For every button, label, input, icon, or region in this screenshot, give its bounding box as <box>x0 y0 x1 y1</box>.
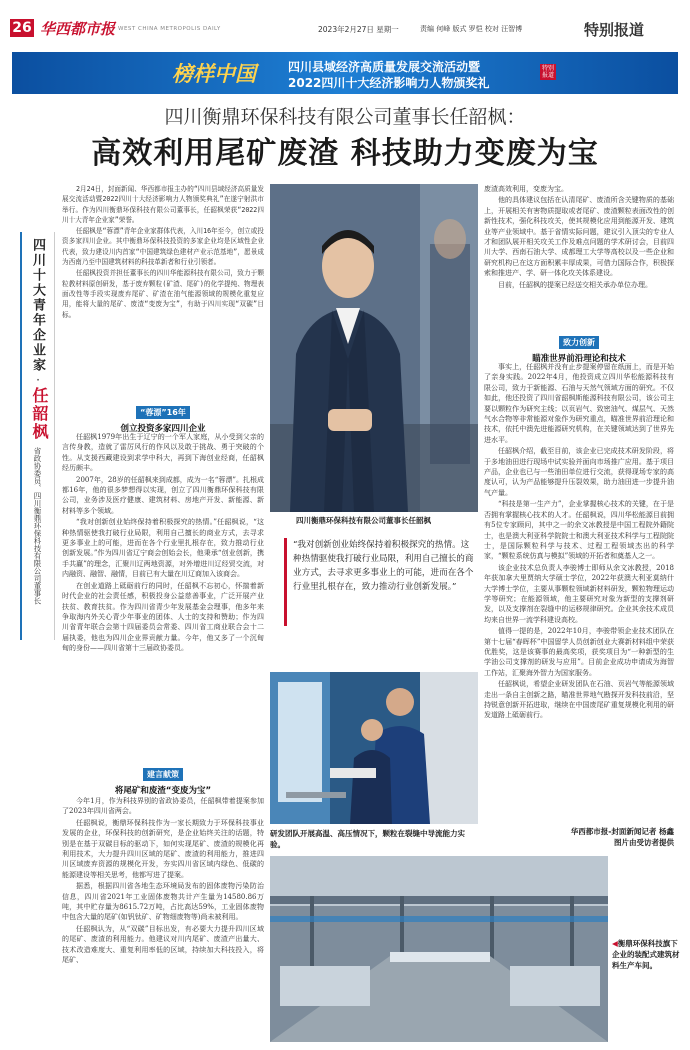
page-number: 26 <box>10 19 34 37</box>
col3-para-2: 他的具体建议包括在认清尾矿、废渣所含关键物质的基础上，开展相关有害物质提取或者尾矿、废渣颗粒表面改性的创新性技术，强化科技攻关，使其规模化应用到能源开发、建筑业等产业领域中。基于省情实际问题，建议引入顶尖的专业人才和团队展开相关攻关工作及难点问题的学术研讨会，目前四川大学、西南石油大学、成都理工大学等高校以及一些企业和研究机构已在这方面积累丰厚成果，可借力国际合作，积极探索和推进产、学、研一体化攻关体系建设。 <box>484 196 674 278</box>
lead-para-1: 2月24日，封面新闻、华西都市报主办的“四川县域经济高质量发展交流活动暨2022四川十大经济影响力人物颁奖典礼”在遂宁射洪市举行。作为四川衡鼎环保科技有限公司董事长，任韶枫荣获“2022四川十大青年企业家”荣誉。 <box>62 185 264 224</box>
col3-para-9: 任韶枫说，希望企业研发团队在石油、页岩气等能源领域走出一条自主创新之路，瞄准世界地气勘探开发科技前沿，坚持锐意创新开拓进取，继续在中国废尾矿重复规模化利用的研发道路上砥砺前行。 <box>484 680 674 720</box>
sidebar-dot: · <box>36 373 40 387</box>
section2-tag: 建言献策 <box>143 768 183 781</box>
lead-para-2: 任韶枫是“蓉漂”青年企业家群体代表，入川16年至今，创立或投资多家四川企业。其中衡鼎环保科技投资的多家企业均是区域性企业代表，致力建设川内首家“中国建筑绿色建材产业示范基地”，愿景成为西南乃至中国建筑材料的科技革新者和行业引领者。 <box>62 227 264 267</box>
byline-reporter: 华西都市报-封面新闻记者 杨鑫 <box>570 827 674 836</box>
lab-photo <box>270 672 478 824</box>
headline-kicker: 四川衡鼎环保科技有限公司董事长任韶枫： <box>164 106 526 128</box>
section1-para-4: 在创业道路上砥砺前行的同时，任韶枫不忘初心，怀揣着新时代企业的社会责任感，积极投身公益慈善事业，广泛开展产业扶贫、教育扶贫。作为四川省青少年发展基金会理事，他多年来争取海内外关心青少年事业的团体、人士的支持和赞助；作为四川省青年联合会第十四届委员会常委、四川省工商业联合会十二届执委，他也为四川企业界贡献力量。今年，他又多了一个沉甸甸的身份——四川省第十三届政协委员。 <box>62 581 264 653</box>
section1-title: 创立投资多家四川企业 <box>120 424 206 434</box>
factory-caption: ◀衡鼎环保科技旗下企业的装配式建筑材料生产车间。 <box>612 939 680 970</box>
col3-para-3: 目前，任韶枫的提案已经送交相关承办单位办理。 <box>498 280 652 289</box>
banner-line1: 四川县域经济高质量发展交流活动暨 <box>288 60 481 74</box>
byline-photo-credit: 图片由受访者提供 <box>614 838 674 847</box>
masthead <box>0 0 690 40</box>
section1-head <box>62 400 264 434</box>
portrait-photo <box>270 184 478 512</box>
section1-para-2: 2007年，28岁的任韶枫来到成都，成为一名“蓉漂”。扎根成都16年，他的很多梦想得以实现，创立了四川衡鼎环保科技有限公司，业务涉及医疗健康、建筑材料、房地产开发、新能源、新材料等多个领域。 <box>62 475 264 515</box>
portrait-caption: 四川衡鼎环保科技有限公司董事长任韶枫 <box>296 516 431 525</box>
pull-quote <box>284 538 477 626</box>
col3-para-6: “科技是第一生产力”，企业掌握核心技术的关键，在于是否拥有掌握核心技术的人才。任韶枫说，四川华松能源目前拥有5位专家顾问，其中之一的余文冰教授是中国工程院外籍院士，也是澳大利亚科学院院士和澳大利亚技术科学与工程院院士，是国际颗粒科学与技术、过程工程领域杰出的科学家，“颗粒系统仿真与模拟”领域的开拓者和奠基人之一。 <box>484 500 674 561</box>
section1-para-1: 任韶枫1979年出生于辽宁的一个军人家庭，从小受到父亲的言传身教，造就了雷厉风行的作风以及敢于挑战、勇于突破的个性。从支援西藏建设到求学中科大，再到下海创业经商，任韶枫经历颇丰。 <box>62 433 264 473</box>
sidebar-name: 任韶枫 <box>30 387 49 441</box>
section-name: 特别报道 <box>584 21 645 39</box>
col3-tag: 致力创新 <box>559 336 599 349</box>
lab-caption: 研发团队开展高温、高压情况下，颗粒在裂缝中导流能力实验。 <box>270 829 465 849</box>
portrait-figure <box>270 184 478 512</box>
sidebar-title: 四川十大青年企业家 <box>30 238 45 373</box>
factory-figure <box>270 856 608 1042</box>
col3-para-4: 事实上，任韶枫并没有止步提案停留在纸面上，而是开始了亲身实践。2022年4月，他投资成立四川华松能源科技有限公司，致力于新能源、石油与天然气领域方面的研究。不仅如此，他还投资了四川省韶枫斯能源科技有限公司，该公司主要以颗粒作为研究主线；以页岩气、致密油气、煤层气、天然气水合物等非常能源对象作为研究重点，瞄准世界前沿理论和技术，依托中澳先进能源研究机构，在关键领域达到了世界先进水平。 <box>484 363 674 444</box>
col3-para-5: 任韶枫介绍，截至目前，该企业已完成技术研发阶段，将于多地油田进行现场中试实验并面向市场推广应用。基于项目产品，企业也已与一些油田单位进行交流，获得现场专家的高度认可，认为产品能够提升压裂效果，助力油田进一步提升油气产量。 <box>484 447 674 497</box>
banner-line2: 2022四川十大经济影响力人物颁奖礼 <box>288 76 490 90</box>
event-banner <box>12 52 678 94</box>
sidebar-desc: 省政协委员、四川衡鼎环保科技有限公司董事长 <box>33 447 42 605</box>
pull-quote-text: “我对创新创业始终保持着积极探究的热情。这种热情驱使我打破行业局限，利用自己擅长的商业方式，去寻求更多事业上的可能，进而在各个行业里扎根存在，致力推动行业创新发展。” <box>293 540 474 592</box>
section2-title: 将尾矿和废渣“变废为宝” <box>114 786 212 796</box>
section2-head <box>62 762 264 796</box>
banner-tag: 特别报道 <box>541 65 554 79</box>
headline-main: 高效利用尾矿废渣 科技助力变废为宝 <box>91 136 599 171</box>
banner-label: 榜样中国 <box>172 61 256 86</box>
editor-credits: 责编 何峰 版式 罗恺 校对 汪智博 <box>420 25 523 33</box>
factory-caption-text: 衡鼎环保科技旗下企业的装配式建筑材料生产车间。 <box>612 939 680 970</box>
col3-para-7: 该企业技术总负责人李骏博士即师从余文冰教授，2018年获加拿大里贾纳大学硕士学位，2022年获澳大利亚莫纳什大学博士学位，主要从事颗粒领域新材料研发，颗粒物理运动学等研究；在能源领域，他主要研究对象为新型的支撑剂研发，以及支撑剂在裂缝中的运移规律研究。企业其余技术成员均来自世界一流学科建设高校。 <box>484 563 674 624</box>
section2-para-2: 任韶枫说，衡鼎环保科技作为一家长期致力于环保科技事业发展的企业，环保科技的创新研究，是企业始终关注的话题，特别是在基于双碳目标的驱动下，如何实现尾矿、废渣的规模化再利用技术，大力提升四川区域的尾矿、废渣的利用能力，推进四川区域废弃资源的规模化开发，夯实四川省区域内绿色、低碳的能源建设等相关思考，他都写进了提案。 <box>62 818 264 879</box>
section1-para-3: “我对创新创业始终保持着积极探究的热情。”任韶枫说，“这种热情驱使我打破行业局限，利用自己擅长的商业方式，去寻求更多事业上的可能，进而在各个行业里扎根存在，致力推动行业创新发展。”作为四川省辽宁商会创始会长，他秉承“创业创新，携手共赢”的理念，汇聚川辽两地资源，对外增进川辽经贸交流，对内融资、融智、融情，目前已有大量在川辽商加入该商会。 <box>62 518 264 579</box>
col3-para-1: 废渣高效利用，变废为宝。 <box>484 185 568 193</box>
factory-photo <box>270 856 608 1042</box>
newspaper-logo-en: WEST CHINA METROPOLIS DAILY <box>118 26 221 32</box>
newspaper-logo: 华西都市报 <box>40 20 116 38</box>
section1-body <box>62 432 264 758</box>
section2-para-1: 今年1月，作为科技界别的省政协委员，任韶枫带着提案参加了2023年四川省两会。 <box>62 797 264 816</box>
byline <box>484 826 674 848</box>
lead-para-3: 任韶枫投资并担任董事长的四川华能源科技有限公司，致力于颗粒教材料原创研发，基于废弃颗粒(矿渣、尾矿)的化学提纯、物理表面改性等手段实现废弃尾矿、矿渣在油气能源领域的规模化重复应用，能将大量的尾矿、废渣“变废为宝”，有助于四川实现“双碳”目标。 <box>62 269 264 319</box>
section1-tag: “蓉漂”16年 <box>136 406 190 419</box>
lab-figure <box>270 672 478 824</box>
col3-body-top <box>484 184 674 312</box>
section2-para-4: 任韶枫认为，从“双碳”目标出发，有必要大力提升四川区域的尾矿、废渣的利用能力。他建议对川内尾矿、废渣产出量大、技术改造难度大、重复利用率低的区域，持续加大科技投入，将尾矿、 <box>62 924 264 965</box>
section2-body <box>62 796 264 1044</box>
issue-date: 2023年2月27日 星期一 <box>318 25 399 34</box>
lead-text <box>62 184 264 380</box>
section2-para-3: 据悉，根据四川省各地生态环境局发布的固体废物污染防治信息，四川省2021年工业固体废物共计产生量为14580.86万吨，其中贮存量为8615.72万吨，占比高达59%，工业固体废物中包含大量的尾矿(如钒钛矿、矿物细废物等)尚未被利用。 <box>62 882 264 922</box>
col3-body-main <box>484 362 674 824</box>
col3-title: 瞄准世界前沿理论和技术 <box>532 354 626 364</box>
col3-para-8: 值得一提的是，2022年10月，李骏带领企业技术团队在第十七届“春晖杯”中国留学人员创新创业大赛新材料组中荣获优胜奖，这是该赛事的最高奖项，获奖项目为“一种新型的生学油公司支撑剂的研发与应用”。目前企业成功申请成为海智工作站，汇聚海外智力为国家服务。 <box>484 627 674 677</box>
sidebar <box>20 232 55 640</box>
col3-head <box>484 330 674 364</box>
